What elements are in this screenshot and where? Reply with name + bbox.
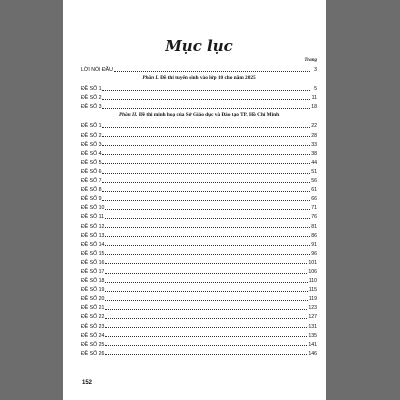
leader-dots xyxy=(102,163,310,164)
section-part-label: Phần I. xyxy=(142,75,159,82)
toc-entry-label: ĐỀ SỐ 16 xyxy=(81,259,105,266)
leader-dots xyxy=(105,309,307,310)
toc-entry-page: 22 xyxy=(311,123,317,130)
toc-entry-label: ĐỀ SỐ 9 xyxy=(81,196,102,203)
toc-entry-label: ĐỀ SỐ 8 xyxy=(81,187,102,194)
toc-entry-page: 28 xyxy=(311,132,317,139)
toc-entry-page: 44 xyxy=(311,159,317,166)
toc-entry-label: ĐỀ SỐ 18 xyxy=(81,278,105,285)
toc-entry-label: ĐỀ SỐ 25 xyxy=(81,341,105,348)
toc-entry-page: 106 xyxy=(308,268,317,275)
toc-entry xyxy=(81,293,317,302)
leader-dots xyxy=(102,173,310,174)
toc-entry-label: ĐỀ SỐ 12 xyxy=(81,223,105,230)
toc-entry xyxy=(81,320,317,329)
toc-entry-label: ĐỀ SỐ 1 xyxy=(81,86,102,93)
leader-dots xyxy=(105,236,310,237)
section-title: Đề thi tuyển sinh vào lớp 10 cho năm 2025 xyxy=(160,75,256,82)
toc-entry xyxy=(81,157,317,166)
toc-entry-label: ĐỀ SỐ 15 xyxy=(81,250,105,257)
leader-dots xyxy=(102,145,310,146)
toc-entry xyxy=(81,120,317,129)
toc-section-heading xyxy=(81,110,317,120)
toc-entry-label: ĐỀ SỐ 2 xyxy=(81,95,102,102)
leader-dots xyxy=(105,345,307,346)
toc-entry-page: 66 xyxy=(311,196,317,203)
toc-entry xyxy=(81,139,317,148)
leader-dots xyxy=(102,127,310,128)
toc-entry-label: ĐỀ SỐ 1 xyxy=(81,123,102,130)
toc-entry xyxy=(81,311,317,320)
toc-sections xyxy=(81,73,317,357)
toc-entry-label: ĐỀ SỐ 11 xyxy=(81,214,104,221)
toc-entry-page: 38 xyxy=(311,150,317,157)
leader-dots xyxy=(105,263,307,264)
leader-dots xyxy=(105,227,310,228)
toc-entry-page: 119 xyxy=(308,296,317,303)
leader-dots xyxy=(102,108,310,109)
leader-dots xyxy=(102,200,310,201)
leader-dots xyxy=(105,209,310,210)
toc-entry-label: ĐỀ SỐ 23 xyxy=(81,323,105,330)
toc-entry xyxy=(81,330,317,339)
toc-entry-label: ĐỀ SỐ 13 xyxy=(81,232,105,239)
toc-entry xyxy=(81,175,317,184)
toc-entry-page: 101 xyxy=(308,259,317,266)
toc-entry-page: 61 xyxy=(311,187,317,194)
toc-entry xyxy=(81,184,317,193)
toc-entry-page: 56 xyxy=(311,178,317,185)
toc-entry xyxy=(81,348,317,357)
toc-entry xyxy=(81,193,317,202)
leader-dots xyxy=(102,90,310,91)
toc-entry-page: 71 xyxy=(311,205,317,212)
leader-dots xyxy=(105,218,310,219)
toc-entry xyxy=(81,92,317,101)
leader-dots xyxy=(105,327,307,328)
toc-entry-page: 91 xyxy=(311,241,317,248)
toc-entry-label: ĐỀ SỐ 5 xyxy=(81,159,102,166)
toc-entry xyxy=(81,230,317,239)
toc-entry-label: ĐỀ SỐ 10 xyxy=(81,205,105,212)
toc-entry-page: 110 xyxy=(308,278,317,285)
toc-section-heading xyxy=(81,73,317,83)
toc-entry-page: 3 xyxy=(314,67,317,74)
leader-dots xyxy=(102,99,310,100)
toc-entry xyxy=(81,284,317,293)
toc-entry-label: ĐỀ SỐ 4 xyxy=(81,150,102,157)
toc-entry-page: 86 xyxy=(311,232,317,239)
leader-dots xyxy=(102,136,310,137)
toc-entry-page: 5 xyxy=(314,86,317,93)
page-title: Mục lục xyxy=(165,37,233,55)
toc-entry xyxy=(81,266,317,275)
toc-entry xyxy=(81,202,317,211)
leader-dots xyxy=(102,191,310,192)
toc-entry xyxy=(81,166,317,175)
toc-entry-page: 135 xyxy=(308,332,317,339)
page-column-label: Trang xyxy=(304,58,317,63)
leader-dots xyxy=(102,182,310,183)
toc-entry-label: ĐỀ SỐ 3 xyxy=(81,141,102,148)
toc-entry-label: ĐỀ SỐ 22 xyxy=(81,314,105,321)
toc-entry xyxy=(81,302,317,311)
toc-entry-page: 131 xyxy=(308,323,317,330)
toc-entry xyxy=(81,220,317,229)
toc-entry-page: 96 xyxy=(311,250,317,257)
toc-entry xyxy=(81,129,317,138)
toc-entry xyxy=(81,101,317,110)
toc-entry-label: LỜI NÓI ĐẦU xyxy=(81,67,113,74)
toc-entry-page: 33 xyxy=(311,141,317,148)
toc-entry-page: 51 xyxy=(311,168,317,175)
toc-entry-label: ĐỀ SỐ 2 xyxy=(81,132,102,139)
page-number: 152 xyxy=(82,380,93,386)
toc-entry-page: 146 xyxy=(308,350,317,357)
toc-entry-page: 123 xyxy=(308,305,317,312)
leader-dots xyxy=(105,245,310,246)
toc-entry-label: ĐỀ SỐ 20 xyxy=(81,296,105,303)
toc-entry-label: ĐỀ SỐ 7 xyxy=(81,178,102,185)
leader-dots xyxy=(102,154,310,155)
section-part-label: Phần II. xyxy=(118,112,138,119)
toc-entry-page: 18 xyxy=(311,104,317,111)
toc-entry xyxy=(81,339,317,348)
toc-entry-page: 115 xyxy=(308,287,317,294)
toc-entry-page: 76 xyxy=(311,214,317,221)
toc-entry xyxy=(81,257,317,266)
toc-entry-label: ĐỀ SỐ 21 xyxy=(81,305,105,312)
toc-entry xyxy=(81,148,317,157)
leader-dots xyxy=(105,300,307,301)
leader-dots xyxy=(114,71,310,72)
leader-dots xyxy=(105,291,307,292)
leader-dots xyxy=(105,273,307,274)
leader-dots xyxy=(105,254,310,255)
toc-entry-label: ĐỀ SỐ 14 xyxy=(81,241,105,248)
toc-entry-intro xyxy=(81,64,317,73)
toc-entry-label: ĐỀ SỐ 26 xyxy=(81,350,105,357)
toc-entry xyxy=(81,83,317,92)
section-title: Đề thi minh hoạ của Sở Giáo dục và Đào tạo TP. Hồ Chí Minh xyxy=(138,112,280,119)
toc-entry-label: ĐỀ SỐ 24 xyxy=(81,332,105,339)
toc-entry-label: ĐỀ SỐ 19 xyxy=(81,287,105,294)
toc-entry xyxy=(81,275,317,284)
document-page xyxy=(63,0,326,400)
toc-entry-page: 127 xyxy=(308,314,317,321)
leader-dots xyxy=(105,318,307,319)
toc-entry-page: 141 xyxy=(308,341,317,348)
toc-entry-page: 11 xyxy=(311,95,317,102)
leader-dots xyxy=(105,354,307,355)
toc-entry-label: ĐỀ SỐ 3 xyxy=(81,104,102,111)
toc-entry xyxy=(81,239,317,248)
toc-entry xyxy=(81,211,317,220)
toc-entry-label: ĐỀ SỐ 17 xyxy=(81,268,105,275)
toc-entry-page: 81 xyxy=(311,223,317,230)
leader-dots xyxy=(105,336,307,337)
toc-entry xyxy=(81,248,317,257)
leader-dots xyxy=(105,282,307,283)
toc-entry-label: ĐỀ SỐ 6 xyxy=(81,168,102,175)
